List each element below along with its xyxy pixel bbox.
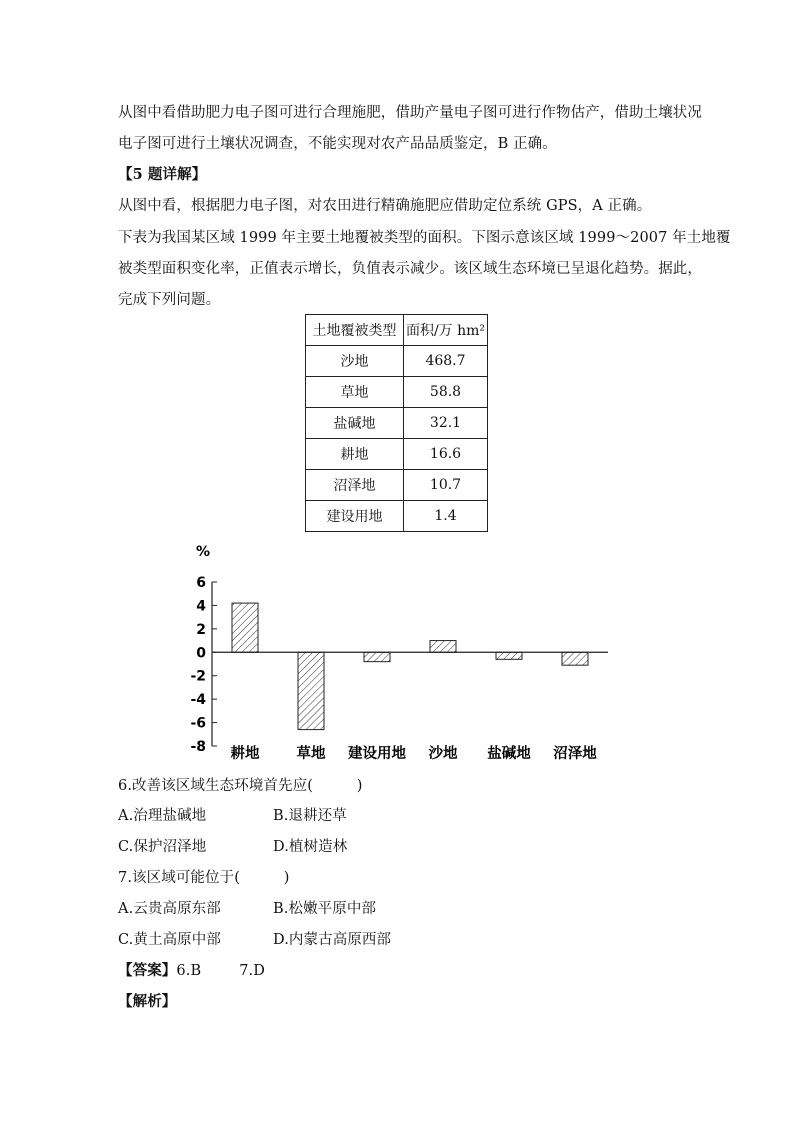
option: B.退耕还草 [273,808,347,824]
land-cover-change-chart [170,540,620,765]
table-row [306,346,488,377]
table-cell: 耕地 [306,439,404,470]
bar [430,641,456,653]
section-heading: 【5 题详解】 [118,166,207,183]
table-cell: 沙地 [306,346,404,377]
option: D.植树造林 [273,839,348,855]
table-cell: 58.8 [404,377,488,408]
table-header-cell: 面积/万 hm² [404,315,488,346]
analysis-label: 【解析】 [118,993,177,1010]
y-tick-label: -8 [190,739,206,755]
option: C.黄土高原中部 [118,932,221,948]
paragraph-line: 从图中看，根据肥力电子图，对农田进行精确施肥应借助定位系统 GPS，A 正确。 [118,198,652,214]
table-cell: 468.7 [404,346,488,377]
answer-q7: 7.D [239,963,265,979]
table-row [306,501,488,532]
option: A.治理盐碱地 [118,808,207,824]
table-cell: 16.6 [404,439,488,470]
paragraph-line: 下表为我国某区域 1999 年主要土地覆被类型的面积。下图示意该区域 1999～2007 年土地覆 [118,230,731,246]
table-cell: 32.1 [404,408,488,439]
table-row [306,408,488,439]
answer-q6: 6.B [176,963,202,979]
bar [232,603,258,652]
x-tick-label: 建设用地 [348,746,406,762]
table-cell: 草地 [306,377,404,408]
table-header-row [306,315,488,346]
paragraph-line: 被类型面积变化率，正值表示增长，负值表示减少。该区域生态环境已呈退化趋势。据此， [118,261,702,277]
answer-label: 【答案】 [118,962,177,979]
bar [364,652,390,661]
y-tick-label: -4 [190,692,206,709]
y-tick-label: -6 [190,715,206,732]
x-tick-label: 沙地 [428,746,458,762]
table-row [306,439,488,470]
x-tick-label: 沼泽地 [553,746,597,762]
option: C.保护沼泽地 [118,839,207,855]
y-tick-label: 4 [196,598,206,615]
bar [496,652,522,659]
question-stem: 7.该区域可能位于( ) [118,870,290,886]
table-header-cell: 土地覆被类型 [306,315,404,346]
bar [562,652,588,665]
option: A.云贵高原东部 [118,901,221,917]
paragraph-line: 完成下列问题。 [118,292,221,308]
paragraph-line: 从图中看借助肥力电子图可进行合理施肥，借助产量电子图可进行作物估产，借助土壤状况 [118,105,702,121]
table-cell: 盐碱地 [306,408,404,439]
land-cover-table [305,314,488,532]
table-row [306,470,488,501]
answer-line [118,961,265,981]
y-axis-label: % [196,544,211,560]
paragraph-line: 电子图可进行土壤状况调查，不能实现对农产品品质鉴定，B 正确。 [118,136,557,152]
x-tick-label: 耕地 [230,746,260,762]
y-tick-label: 2 [196,621,206,638]
question-stem: 6.改善该区域生态环境首先应( ) [118,778,363,794]
table-cell: 建设用地 [306,501,404,532]
table-row [306,377,488,408]
x-tick-label: 盐碱地 [487,746,531,762]
table-cell: 沼泽地 [306,470,404,501]
x-tick-label: 草地 [296,746,326,762]
table-cell: 10.7 [404,470,488,501]
bar [298,652,324,729]
table-cell: 1.4 [404,501,488,532]
y-tick-label: 6 [196,575,206,591]
option: D.内蒙古高原西部 [273,932,392,948]
option: B.松嫩平原中部 [273,901,377,917]
y-tick-label: -2 [190,668,206,685]
y-tick-label: 0 [196,645,206,662]
